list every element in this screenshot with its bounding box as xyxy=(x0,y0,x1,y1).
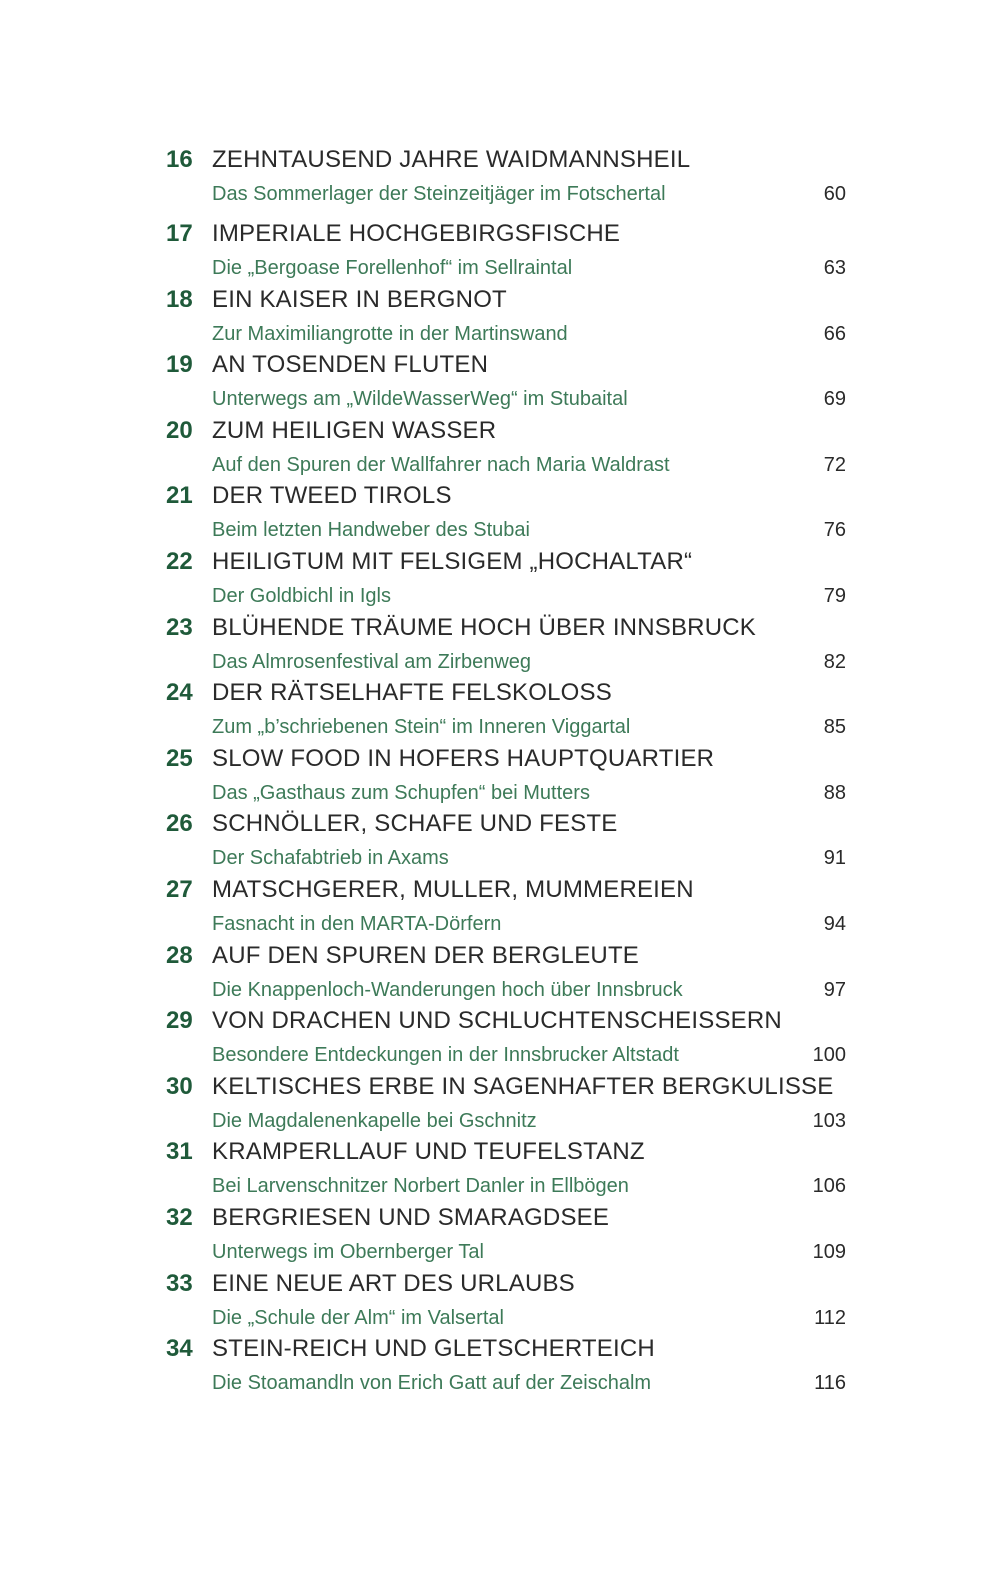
chapter-title: ZUM HEILIGEN WASSER xyxy=(212,416,497,444)
chapter-number: 30 xyxy=(166,1072,193,1100)
chapter-number: 21 xyxy=(166,482,193,510)
toc-entry xyxy=(166,1005,846,1071)
page-number: 91 xyxy=(823,847,846,870)
chapter-title: ZEHNTAUSEND JAHRE WAIDMANNSHEIL xyxy=(212,146,691,173)
chapter-subtitle: Die „Schule der Alm“ im Valsertal xyxy=(212,1306,504,1329)
chapter-number: 22 xyxy=(166,547,193,575)
chapter-title: MATSCHGERER, MULLER, MUMMEREIEN xyxy=(212,875,694,903)
chapter-title: STEIN-REICH UND GLETSCHERTEICH xyxy=(212,1335,655,1363)
chapter-subtitle: Das „Gasthaus zum Schupfen“ bei Mutters xyxy=(212,781,590,804)
chapter-title: KRAMPERLLAUF UND TEUFELSTANZ xyxy=(212,1138,645,1166)
toc-entry xyxy=(166,1202,846,1268)
chapter-number: 18 xyxy=(166,285,193,313)
toc-entry xyxy=(166,677,846,743)
chapter-number: 26 xyxy=(166,810,193,838)
chapter-subtitle: Der Goldbichl in Igls xyxy=(212,584,391,607)
chapter-subtitle: Unterwegs im Obernberger Tal xyxy=(212,1240,484,1263)
chapter-number: 24 xyxy=(166,679,193,707)
chapter-number: 25 xyxy=(166,744,193,772)
toc-entry xyxy=(166,546,846,612)
chapter-title: SCHNÖLLER, SCHAFE UND FESTE xyxy=(212,810,618,838)
chapter-title: KELTISCHES ERBE IN SAGENHAFTER BERGKULISSE xyxy=(212,1072,834,1100)
chapter-title: EIN KAISER IN BERGNOT xyxy=(212,285,507,313)
table-of-contents xyxy=(166,144,846,1399)
chapter-subtitle: Unterwegs am „WildeWasserWeg“ im Stubaital xyxy=(212,388,628,411)
chapter-title: DER RÄTSELHAFTE FELSKOLOSS xyxy=(212,679,612,707)
chapter-subtitle: Zur Maximiliangrotte in der Martinswand xyxy=(212,322,568,345)
page-number: 109 xyxy=(812,1240,846,1263)
chapter-number: 27 xyxy=(166,875,193,903)
toc-entry xyxy=(166,349,846,415)
page-number: 69 xyxy=(823,388,846,411)
chapter-number: 33 xyxy=(166,1269,193,1297)
chapter-subtitle: Die Stoamandln von Erich Gatt auf der Zeischalm xyxy=(212,1372,652,1395)
chapter-subtitle: Zum „b’schriebenen Stein“ im Inneren Viggartal xyxy=(212,716,631,739)
toc-entry xyxy=(166,1333,846,1399)
chapter-title: AUF DEN SPUREN DER BERGLEUTE xyxy=(212,941,640,969)
chapter-subtitle: Der Schafabtrieb in Axams xyxy=(212,847,449,870)
page-number: 88 xyxy=(823,781,846,804)
chapter-title: BLÜHENDE TRÄUME HOCH ÜBER INNSBRUCK xyxy=(212,613,756,641)
chapter-subtitle: Die Magdalenenkapelle bei Gschnitz xyxy=(212,1109,537,1132)
chapter-title: VON DRACHEN UND SCHLUCHTENSCHEISSERN xyxy=(212,1007,782,1035)
chapter-subtitle: Das Sommerlager der Steinzeitjäger im Fotschertal xyxy=(212,183,666,205)
chapter-title: BERGRIESEN UND SMARAGDSEE xyxy=(212,1203,610,1231)
toc-entry xyxy=(166,940,846,1006)
toc-entry xyxy=(166,144,846,218)
page-number: 72 xyxy=(823,453,846,476)
chapter-title: DER TWEED TIROLS xyxy=(212,482,452,510)
chapter-subtitle: Auf den Spuren der Wallfahrer nach Maria Waldrast xyxy=(212,453,670,476)
toc-entry xyxy=(166,1268,846,1334)
page-number: 103 xyxy=(812,1109,846,1132)
toc-entry xyxy=(166,1136,846,1202)
chapter-subtitle: Bei Larvenschnitzer Norbert Danler in Ellbögen xyxy=(212,1175,629,1198)
toc-entry xyxy=(166,480,846,546)
chapter-title: EINE NEUE ART DES URLAUBS xyxy=(212,1269,575,1297)
toc-entry xyxy=(166,415,846,481)
toc-entry xyxy=(166,874,846,940)
page-number: 116 xyxy=(814,1372,846,1395)
chapter-number: 29 xyxy=(166,1007,193,1035)
chapter-number: 23 xyxy=(166,613,193,641)
chapter-number: 19 xyxy=(166,351,193,379)
page-number: 63 xyxy=(823,257,846,279)
page-number: 97 xyxy=(823,978,846,1001)
page-number: 112 xyxy=(814,1306,846,1329)
chapter-title: IMPERIALE HOCHGEBIRGSFISCHE xyxy=(212,220,621,247)
chapter-subtitle: Besondere Entdeckungen in der Innsbrucker Altstadt xyxy=(212,1044,679,1067)
page-number: 82 xyxy=(823,650,846,673)
page-number: 106 xyxy=(812,1175,846,1198)
chapter-subtitle: Das Almrosenfestival am Zirbenweg xyxy=(212,650,532,673)
chapter-number: 20 xyxy=(166,416,193,444)
toc-entry xyxy=(166,1071,846,1137)
chapter-subtitle: Die „Bergoase Forellenhof“ im Sellraintal xyxy=(212,257,573,279)
toc-entry xyxy=(166,612,846,678)
page-number: 85 xyxy=(823,716,846,739)
chapter-subtitle: Die Knappenloch-Wanderungen hoch über Innsbruck xyxy=(212,978,683,1001)
page-number: 66 xyxy=(823,322,846,345)
chapter-subtitle: Beim letzten Handweber des Stubai xyxy=(212,519,530,542)
chapter-title: HEILIGTUM MIT FELSIGEM „HOCHALTAR“ xyxy=(212,547,693,575)
chapter-title: AN TOSENDEN FLUTEN xyxy=(212,351,489,379)
page-number: 100 xyxy=(812,1044,846,1067)
chapter-number: 16 xyxy=(166,146,193,173)
chapter-title: SLOW FOOD IN HOFERS HAUPTQUARTIER xyxy=(212,744,715,772)
toc-entry xyxy=(166,743,846,809)
chapter-number: 34 xyxy=(166,1335,193,1363)
chapter-number: 32 xyxy=(166,1203,193,1231)
page-number: 60 xyxy=(823,183,846,205)
page-number: 76 xyxy=(823,519,846,542)
chapter-number: 28 xyxy=(166,941,193,969)
chapter-number: 17 xyxy=(166,220,193,247)
chapter-number: 31 xyxy=(166,1138,193,1166)
chapter-subtitle: Fasnacht in den MARTA-Dörfern xyxy=(212,912,502,935)
page-number: 79 xyxy=(823,584,846,607)
page-number: 94 xyxy=(823,912,846,935)
toc-entry xyxy=(166,284,846,350)
toc-entry xyxy=(166,218,846,284)
toc-entry xyxy=(166,808,846,874)
